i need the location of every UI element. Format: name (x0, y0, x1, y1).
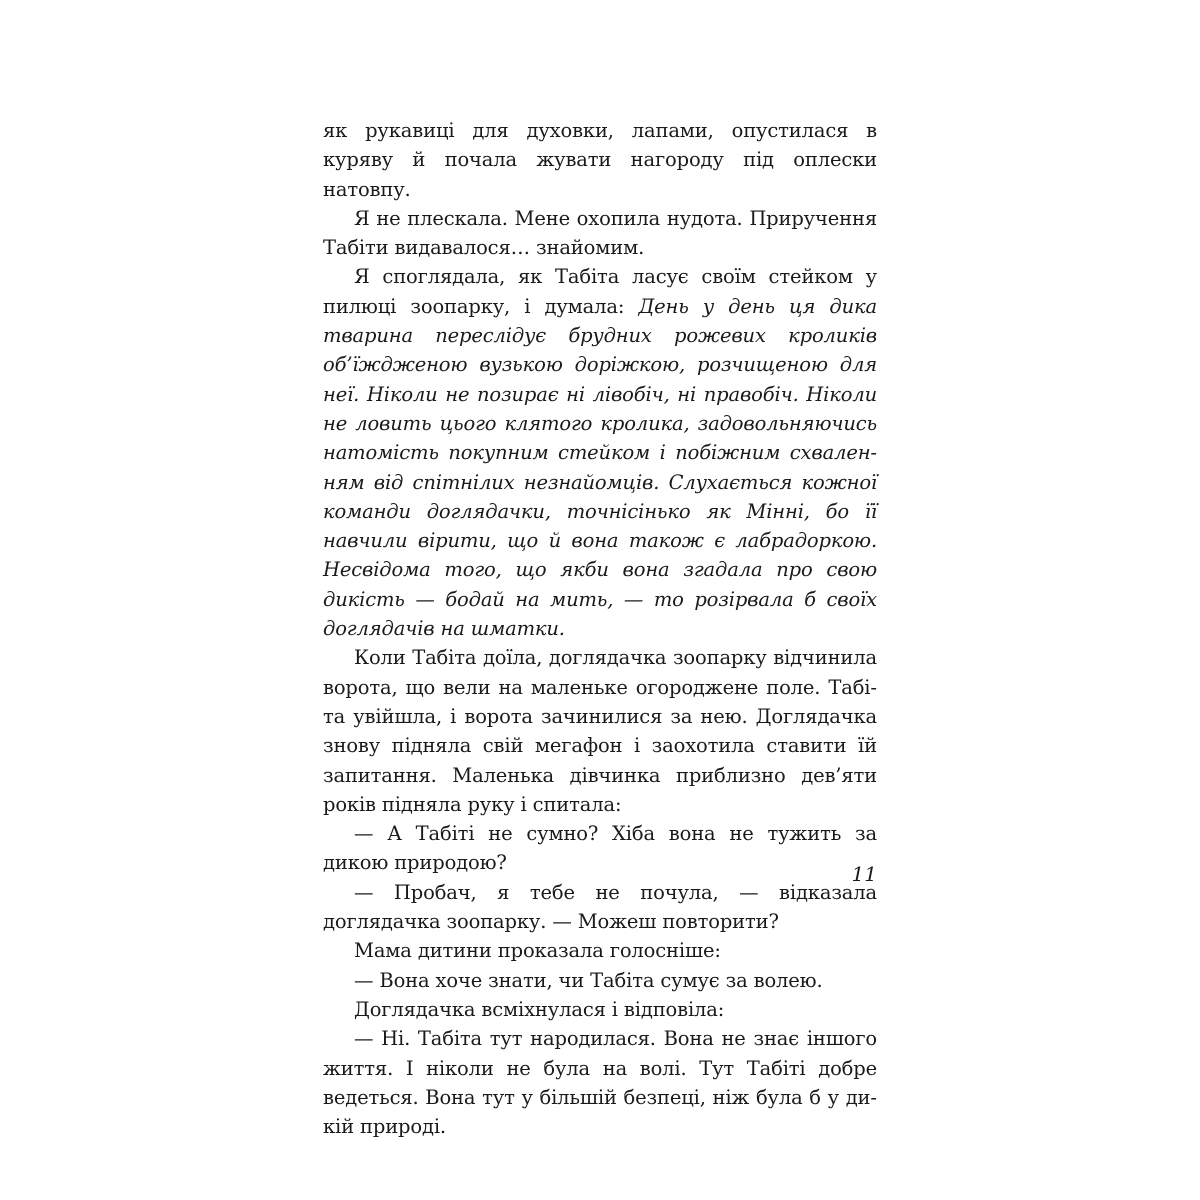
dialogue-line-2: — Пробач, я тебе не почула, — відказала доглядачка зоопарку. — Можеш повторити? (323, 880, 877, 934)
paragraph-2: Я не плескала. Мене охопила нудота. Приручення Табіти видавалося… знайомим. (323, 206, 877, 260)
paragraph-4: Коли Табіта доїла, доглядачка зоопарку відчинила ворота, що вели на маленьке огороджене поле. Табіта увійшла, і ворота зачинилися за нею. Доглядачка знову підняла свій мегафон і заохотила ставити їй запитання. Маленька дівчинка приблизно дев’яти років підняла руку і спитала: (323, 646, 877, 816)
page-number: 11 (851, 862, 877, 886)
dialogue-line-3: — Вона хоче знати, чи Табіта сумує за волею. (354, 968, 823, 992)
page-text-block (323, 116, 877, 1141)
paragraph-3-intro: Я споглядала, як Табіта ласує своїм стейком у пилюці зоопарку, і думала: (323, 265, 877, 318)
dialogue-line-4: — Ні. Табіта тут народилася. Вона не знає іншого життя. І ніколи не була на волі. Тут Табіті добре ведеться. Вона тут у більшій безпеці, ніж була б у дикій природі. (323, 1027, 877, 1139)
paragraph-7: Мама дитини проказала голосніше: (354, 939, 721, 963)
paragraph-1: як рукавиці для духовки, лапами, опустилася в куряву й почала жувати нагороду під оплески натовпу. (323, 119, 877, 201)
paragraph-3 (323, 262, 877, 643)
paragraph-9: Доглядачка всміхнулася і відповіла: (354, 997, 725, 1021)
dialogue-line-1: — А Табіті не сумно? Хіба вона не тужить за дикою природою? (323, 822, 877, 875)
paragraph-3-italic-thought: День у день ця дика тварина переслідує брудних рожевих кроликів об’їждженою вузькою доріжкою, розчищеною для неї. Ніколи не позирає ні лівобіч, ні правобіч. Ніколи не ловить цього клятого кролика, задовольняючись натомість покупним стейком і побіжним схваленням від спітнілих незнайомців. Слухається кожної команди доглядачки, точнісінько як Мінні, бо її навчили вірити, що й вона також є лабрадоркою. Несвідома того, що якби вона згадала про свою дикість — бодай на мить, — то розірвала б своїх доглядачів на шматки. (323, 294, 877, 641)
